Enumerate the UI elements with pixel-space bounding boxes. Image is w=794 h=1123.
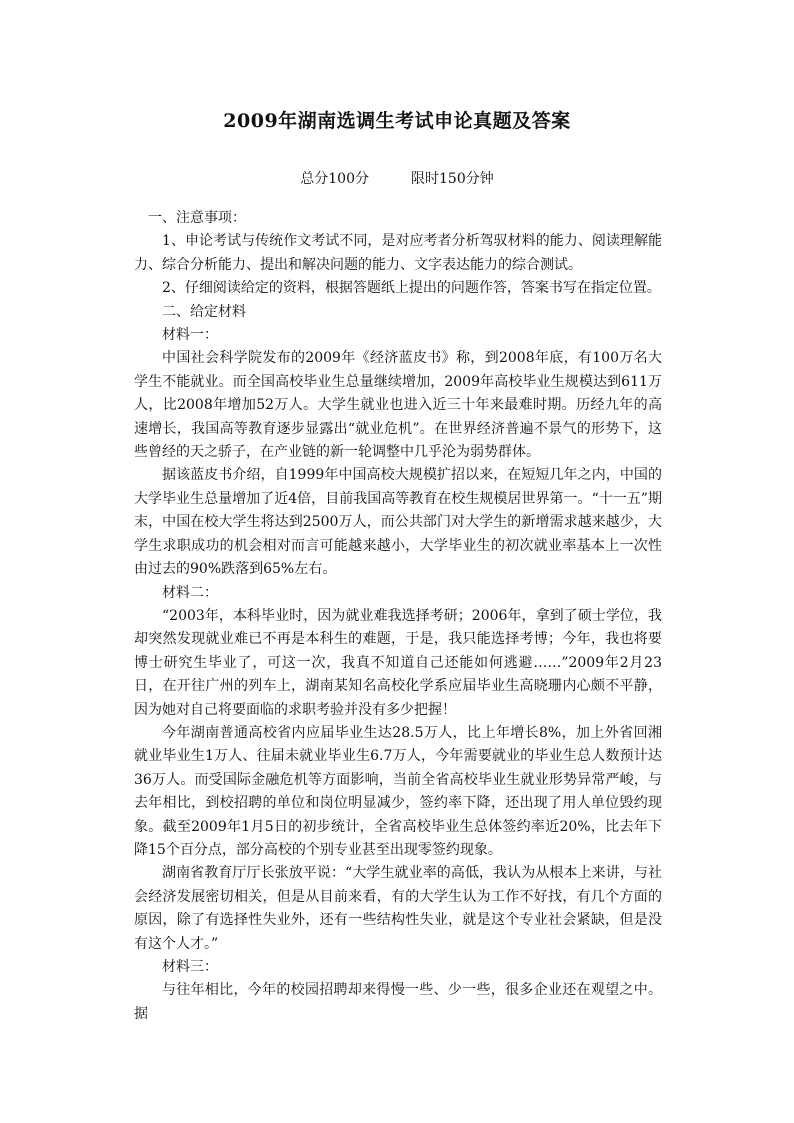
time-limit: 限时150分钟 bbox=[411, 171, 494, 187]
paragraph: 据该蓝皮书介绍，自1999年中国高校大规模扩招以来，在短短几年之内，中国的大学毕业生总量增加了近4倍，目前我国高等教育在校生规模居世界第一。“十一五”期末，中国在校大学生将达到2500万人，而公共部门对大学生的新增需求越来越少，大学生求职成功的机会相对而言可能越来越小，大学毕业生的初次就业率基本上一次性由过去的90%跌落到65%左右。 bbox=[134, 467, 662, 578]
paragraph: “2003年，本科毕业时，因为就业难我选择考研；2006年，拿到了硕士学位，我却突然发现就业难已不再是本科生的难题，于是，我只能选择考博；今年，我也将要博士研究生毕业了，可这一次，我真不知道自己还能如何逃避……”2009年2月23日，在开往广州的列车上，湖南某知名高校化学系应届毕业生高晓珊内心颇不平静，因为她对自己将要面临的求职考验并没有多少把握！ bbox=[134, 607, 662, 718]
paragraph: 今年湖南普通高校省内应届毕业生达28.5万人，比上年增长8%，加上外省回湘就业毕业生1万人、往届未就业毕业生6.7万人，今年需要就业的毕业生总人数预计达36万人。而受国际金融危机等方面影响，当前全省高校毕业生就业形势异常严峻，与去年相比，到校招聘的单位和岗位明显减少，签约率下降，还出现了用人单位毁约现象。截至2009年1月5日的初步统计，全省高校毕业生总体签约率近20%，比去年下降15个百分点，部分高校的个别专业甚至出现零签约现象。 bbox=[134, 724, 662, 858]
material-label: 材料一： bbox=[162, 327, 218, 344]
total-score: 总分100分 bbox=[300, 171, 369, 187]
material-label: 材料二： bbox=[162, 584, 218, 601]
exam-info bbox=[0, 168, 794, 188]
paragraph: 与往年相比，今年的校园招聘却来得慢一些、少一些，很多企业还在观望之中。据 bbox=[134, 982, 662, 1022]
paragraph: 2、仔细阅读给定的资料，根据答题纸上提出的问题作答，答案书写在指定位置。 bbox=[162, 280, 661, 297]
section-heading-materials: 二、给定材料 bbox=[162, 303, 246, 320]
paragraph: 中国社会科学院发布的2009年《经济蓝皮书》称，到2008年底，有100万名大学生不能就业。而全国高校毕业生总量继续增加，2009年高校毕业生规模达到611万人，比2008年增加52万人。大学生就业也进入近三十年来最难时期。历经九年的高速增长，我国高等教育逐步显露出“就业危机”。在世界经济普遍不景气的形势下，这些曾经的天之骄子，在产业链的新一轮调整中几乎沦为弱势群体。 bbox=[134, 350, 662, 461]
material-label: 材料三： bbox=[162, 959, 218, 975]
section-heading-notes: 一、注意事项： bbox=[148, 210, 246, 226]
paragraph: 1、申论考试与传统作文考试不同，是对应考者分析驾驭材料的能力、阅读理解能力、综合分析能力、提出和解决问题的能力、文字表达能力的综合测试。 bbox=[134, 233, 662, 273]
document-title: 2009年湖南选调生考试申论真题及答案 bbox=[223, 110, 571, 132]
document-body bbox=[134, 207, 662, 1026]
paragraph: 湖南省教育厅厅长张放平说：“大学生就业率的高低，我认为从根本上来讲，与社会经济发展密切相关，但是从目前来看，有的大学生认为工作不好找，有几个方面的原因，除了有选择性失业外，还有一些结构性失业，就是这个专业社会紧缺，但是没有这个人才。” bbox=[134, 865, 662, 952]
